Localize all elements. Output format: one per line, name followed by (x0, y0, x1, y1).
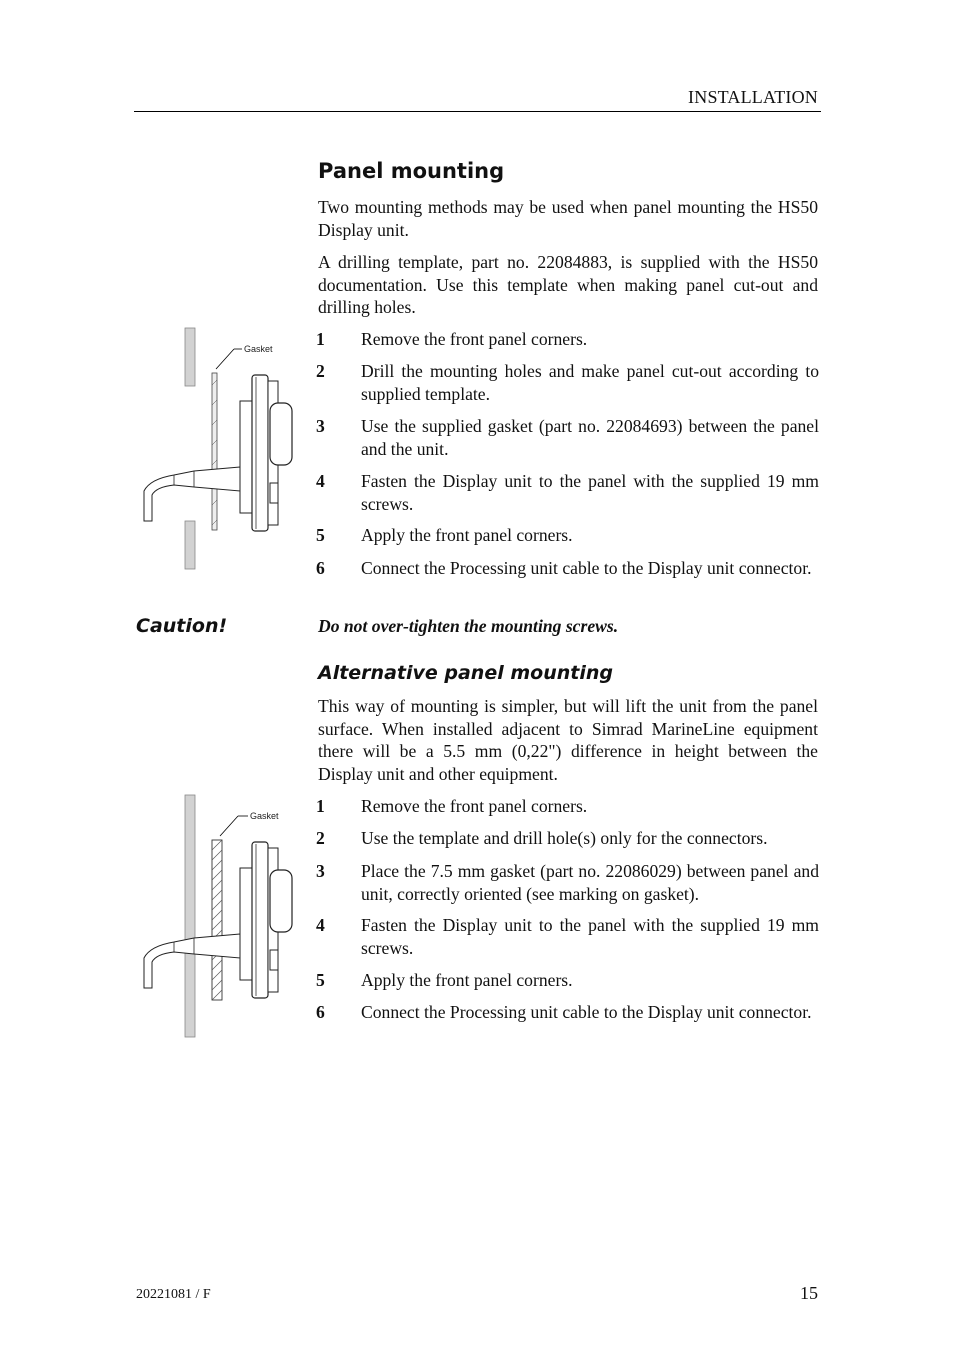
list-item (316, 969, 819, 992)
unit-back (240, 868, 252, 980)
step-text: Connect the Processing unit cable to the Display unit connector. (361, 1002, 812, 1022)
header-rule (134, 111, 821, 112)
unit-housing (252, 842, 268, 998)
section-title-alternative-panel-mounting: Alternative panel mounting (318, 662, 613, 684)
figure-label-gasket: Gasket (250, 811, 279, 821)
list-item (316, 860, 819, 905)
step-text: Place the 7.5 mm gasket (part no. 22086029) between panel and unit, correctly oriented (see marking on gasket). (361, 861, 819, 904)
gasket-thin (212, 373, 217, 530)
step-number: 1 (316, 796, 325, 816)
cable (144, 467, 240, 521)
step-number: 5 (316, 970, 325, 990)
list-item (316, 827, 819, 850)
alternative-mounting-figure (130, 792, 302, 1040)
step-number: 3 (316, 861, 325, 881)
section-title-panel-mounting: Panel mounting (318, 159, 505, 183)
step-number: 2 (316, 361, 325, 381)
step-text: Use the supplied gasket (part no. 22084693) between the panel and the unit. (361, 416, 819, 459)
panel-lower (185, 521, 195, 569)
document-number: 20221081 / F (136, 1287, 211, 1302)
list-item (316, 470, 819, 515)
step-text: Connect the Processing unit cable to the Display unit connector. (361, 558, 812, 578)
step-number: 2 (316, 828, 325, 848)
step-number: 1 (316, 329, 325, 349)
section2-intro (318, 695, 818, 785)
step-number: 4 (316, 471, 325, 491)
list-item (316, 360, 819, 405)
list-item (316, 557, 819, 580)
unit-back (240, 401, 252, 513)
section1-paragraph-2: A drilling template, part no. 22084883, is supplied with the HS50 documentation. Use this template when making panel cut-out and drilling holes. (318, 252, 818, 317)
step-text: Apply the front panel corners. (361, 970, 573, 990)
list-item (316, 415, 819, 460)
panel (185, 795, 195, 1037)
list-item (316, 1001, 819, 1024)
figure-label-gasket: Gasket (244, 344, 273, 354)
step-number: 5 (316, 525, 325, 545)
step-number: 3 (316, 416, 325, 436)
list-item (316, 328, 819, 351)
step-number: 6 (316, 1002, 325, 1022)
step-number: 4 (316, 915, 325, 935)
section2-paragraph: This way of mounting is simpler, but will lift the unit from the panel surface. When installed adjacent to Simrad MarineLine equipment there will be a 5.5 mm (0,22") difference in height between the Display unit and other equipment. (318, 696, 818, 784)
list-item (316, 524, 819, 547)
list-item (316, 914, 819, 959)
list-item (316, 795, 819, 818)
gasket-thick (212, 840, 222, 1000)
section1-paragraph-1: Two mounting methods may be used when panel mounting the HS50 Display unit. (318, 197, 818, 240)
panel-upper (185, 328, 195, 386)
step-text: Fasten the Display unit to the panel with the supplied 19 mm screws. (361, 915, 819, 958)
unit-knob (270, 403, 292, 465)
unit-knob (270, 870, 292, 932)
unit-housing (252, 375, 268, 531)
step-text: Remove the front panel corners. (361, 796, 588, 816)
caution-label: Caution! (136, 615, 228, 637)
step-text: Apply the front panel corners. (361, 525, 573, 545)
step-text: Fasten the Display unit to the panel with the supplied 19 mm screws. (361, 471, 819, 514)
step-text: Drill the mounting holes and make panel cut-out according to supplied template. (361, 361, 819, 404)
caution-text: Do not over-tighten the mounting screws. (318, 616, 619, 636)
panel-mounting-figure (130, 325, 302, 573)
step-text: Use the template and drill hole(s) only for the connectors. (361, 828, 768, 848)
section1-intro (318, 196, 818, 319)
step-text: Remove the front panel corners. (361, 329, 588, 349)
step-number: 6 (316, 558, 325, 578)
page-number: 15 (800, 1283, 818, 1303)
running-header: INSTALLATION (688, 87, 818, 107)
